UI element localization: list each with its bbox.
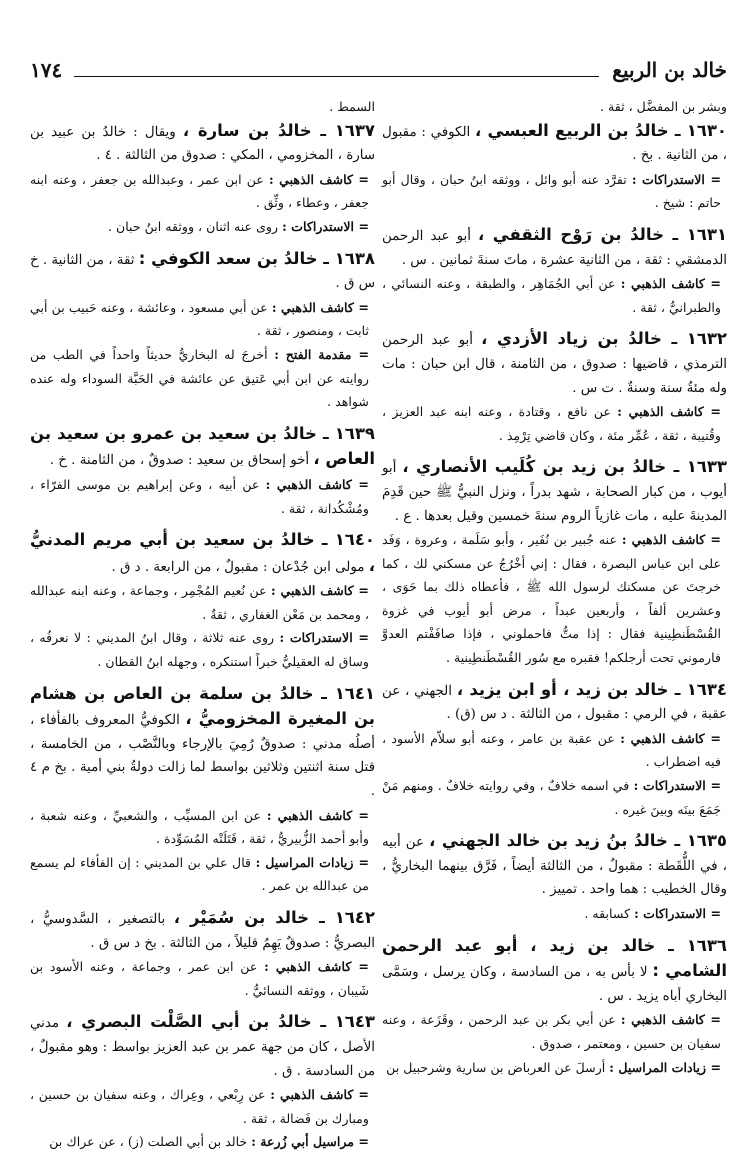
entry-body: لا بأس به ، من السادسة ، وكان يرسل ، وسَمَّى البخاري أباه يزيد . س . <box>382 965 727 1004</box>
entry-body: ثقة ، من الثانية . خ س ق . <box>30 252 375 292</box>
source-note <box>30 215 375 239</box>
source-label: = كاشف الذهبي : <box>265 476 369 492</box>
source-text: عن أبيه ، وعن إبراهيم بن موسى الفرّاء ، ومُشْكُدانة ، ثقة . <box>30 476 369 516</box>
source-note <box>30 343 375 414</box>
left-column <box>30 95 375 1162</box>
source-text: عن رِبْعي ، وعِراك ، وعنه سفيان بن حسين ، ومبارك بن فَضالة ، ثقة . <box>30 1087 369 1126</box>
entry-1639 <box>30 422 375 520</box>
entry-text <box>30 528 375 579</box>
source-note <box>382 727 727 774</box>
source-note <box>30 851 375 898</box>
source-note <box>30 296 375 343</box>
source-text: عن أبي مسعود ، وعائشة ، وعنه حَبيب بن أبي ثابت ، ومنصور ، ثقة . <box>30 299 369 339</box>
entry-body: ويقال : خالدُ بن عبيد بن سارة ، المخزومي ، المكي : صدوق من الثالثة . ٤ . <box>30 124 375 164</box>
entry-text <box>30 682 375 804</box>
source-text: في اسمه خلافٌ ، وفي روايته خلافٌ . ومنهم مَنْ جَمَعَ بينَه وبينَ غيره . <box>382 778 721 817</box>
source-text: عن نافع ، وقتادة ، وعنه ابنه عبد العزيز ، وقُتيبة ، ثقة ، عُمِّر مئة ، وكان قاضي تِرْمِذ . <box>382 404 721 443</box>
entry-heading: ١٦٤٠ ـ خالدُ بن سعيد بن أبي مريم المدنيُّ ، <box>30 530 375 575</box>
entry-text <box>382 119 727 168</box>
source-note <box>30 804 375 851</box>
entry-1634 <box>382 678 727 822</box>
entry-text <box>382 455 727 528</box>
entry-1635 <box>382 829 727 925</box>
entry-text <box>30 119 375 168</box>
entry-text <box>382 829 727 902</box>
continuation-text: السمط . <box>329 99 375 114</box>
entry-text <box>382 934 727 1009</box>
source-label: = مراسيل أبي زُرعة : <box>251 1134 369 1150</box>
source-label: = الاستدراكات : <box>279 630 369 646</box>
running-title: خالد بن الربيع <box>612 58 727 82</box>
entry-text <box>30 422 375 473</box>
source-label: = كاشف الذهبي : <box>621 532 721 548</box>
source-text: روى عنه ثلاثة ، وقال ابنُ المديني : لا نعرفُه ، وساق له العقيليُّ خبراً استنكره ، وجهله ابنُ القطان . <box>30 630 369 670</box>
source-label: = كاشف الذهبي : <box>264 959 369 975</box>
source-label: = كاشف الذهبي : <box>620 1012 721 1028</box>
source-label: = مقدمة الفتح : <box>274 346 369 362</box>
entry-heading: ١٦٣٩ ـ خالدُ بن سعيد بن عمرو بن سعيد بن العاص ، <box>30 423 375 469</box>
source-text: أخرجَ له البخاريُّ حديثاً واحداً في الطب من روايته عن ابن أبي عَتيق عن عائشة في الحَبَّة السوداء وله عنده شواهد . <box>30 346 369 410</box>
source-note <box>30 579 375 626</box>
source-label: = كاشف الذهبي : <box>271 299 369 315</box>
source-note <box>30 1130 375 1154</box>
source-text: عن نُعيم المُجْمِر ، وجماعة ، وعنه ابنه عبدالله ، ومحمد بن مَعْن الغفاري ، ثقةٌ . <box>30 583 369 622</box>
source-label: = الاستدراكات : <box>634 906 721 921</box>
source-note <box>30 626 375 673</box>
entry-heading: ١٦٣٦ ـ خالد بن زيد ، أبو عبد الرحمن الشامي : <box>382 935 727 981</box>
entry-heading: ١٦٤٣ ـ خالدُ بن أبي الصَّلْت البصري ، <box>66 1012 375 1032</box>
entry-heading: ١٦٤١ ـ خالدُ بن سلمة بن العاص بن هشام بن المغيرة المخزوميُّ ، <box>30 683 375 729</box>
page-number: ١٧٤ <box>30 58 63 82</box>
source-label: = كاشف الذهبي : <box>271 583 369 599</box>
entry-body: أبو عبد الرحمن الترمذي ، قاضيها : صدوق ، من الثامنة ، قال ابن حبان : مات وله مئةُ سنة وسنةٌ . ت س . <box>382 333 727 396</box>
entry-1630 <box>382 119 727 215</box>
entry-heading: ١٦٣١ ـ خالدُ بن رَوْح الثقفي ، <box>478 224 727 244</box>
entry-heading: ١٦٣٤ ـ خالد بن زيد ، أو ابن يزيد ، <box>456 679 727 699</box>
entry-1631 <box>382 223 727 319</box>
entry-body: مدني الأصل ، كان من جهة عمر بن عبد العزيز بواسط : وهو مقبولٌ ، من السادسة . ق . <box>30 1016 375 1079</box>
source-text: عن ابن عمر ، وجماعة ، وعنه الأسود بن شَيبان ، ووثقه النسائيُّ . <box>30 959 369 998</box>
source-note <box>30 1083 375 1130</box>
entry-heading: ١٦٣٢ ـ خالدُ بن زياد الأزدي ، <box>481 329 727 349</box>
entry-text <box>382 327 727 400</box>
entry-heading: ١٦٣٠ ـ خالدُ بن الربيع العبسي ، <box>474 120 727 140</box>
entry-body: أخو إسحاق بن سعيد : صدوقٌ ، من الثامنة . خ . <box>49 453 310 469</box>
source-text: عن ابن المسيِّب ، والشعبيِّ ، وعنه شعبة ، وأبو أحمد الزُّبيريُّ ، ثقة ، قَتَلَتْه المُسَوِّدة . <box>30 807 369 847</box>
entry-text <box>30 1010 375 1083</box>
source-note <box>382 272 727 319</box>
source-text: قال علي بن المديني : إن الفأفاء لم يسمع من عبدالله بن عمر . <box>30 854 369 894</box>
source-note <box>382 1056 727 1080</box>
entry-body: عن أبيه ، في اللُّقَطة : مقبولٌ ، من الثالثة أيضاً ، فَرَّق بينهما البخاريُّ ، وقال الخطيب : هما واحد . تمييز . <box>382 835 727 898</box>
source-label: = زيادات المراسيل : <box>609 1059 721 1075</box>
source-text: عن أبي بكر بن عبد الرحمن ، وقَزَعة ، وعنه سفيان بن حسين ، ومعتمر ، صدوق . <box>382 1012 721 1051</box>
source-note <box>30 955 375 1002</box>
source-text: خالد بن أبي الصلت (ز) ، عن عراك بن <box>49 1134 248 1150</box>
right-column <box>382 95 727 1087</box>
entry-body: الجهني ، عن عقبة ، في الرمي : مقبول ، من الثالثة . د س (ق) . <box>382 683 727 723</box>
source-note <box>382 400 727 447</box>
source-label: = كاشف الذهبي : <box>617 404 721 420</box>
header-rule <box>74 76 599 77</box>
source-label: = كاشف الذهبي : <box>270 1087 369 1103</box>
source-text: أرسلَ عن العرباض بن سارية وشرحبيل بن <box>386 1059 606 1075</box>
entry-heading: ١٦٤٢ ـ خالد بن سُمَيْر ، <box>173 908 375 927</box>
source-text: عن عقبة بن عامر ، وعنه أبو سلاّم الأسود ، فيه اضطراب . <box>382 730 721 770</box>
entry-1643 <box>30 1010 375 1154</box>
entry-1636 <box>382 934 727 1080</box>
entry-1637 <box>30 119 375 239</box>
source-note <box>382 774 727 821</box>
entry-heading: ١٦٣٨ ـ خالدُ بن سعد الكوفي : <box>138 248 375 268</box>
entry-1633 <box>382 455 727 669</box>
source-text: عنه جُبير بن نُفَير ، وأبو سَلَمة ، وعروة ، وَفَد على ابن عباس البصرة ، فقال : إني أخْرُجُ عن مسكني لك ، كما خرجتَ عن مسكنك لرسول الله ﷺ ، فأعطاه ذلك بما حَوَى ، وعشرين ألفاً ، وأربعين عبداً ، مرض أبو أيوب في غزوة القُسْطَنطِينية فقال : إذا متُّ فاحملوني ، فإذا صافَفْتم العدوَّ فارموني تحت أرجلكم! فقبره مع سُور القُسْطَنطِينية . <box>382 532 721 666</box>
entry-body: مولى ابن جُدْعان : مقبولٌ ، من الرابعة . د ق . <box>111 559 365 575</box>
entry-1641 <box>30 682 375 898</box>
source-text: روى عنه اثنان ، ووثقه ابنُ حبان . <box>107 218 279 234</box>
entry-1632 <box>382 327 727 447</box>
entry-1642 <box>30 906 375 1002</box>
source-text: عن ابن عمر ، وعبدالله بن جعفر ، وعنه ابنه جعفر ، وعطاء ، وثِّق . <box>30 171 369 211</box>
source-label: = كاشف الذهبي : <box>266 807 369 823</box>
entry-body: بالتصغير ، السَّدوسيُّ ، البصريُّ : صدوقٌ يَهِمُ قليلاً ، من الثالثة . بخ د س ق . <box>30 912 375 951</box>
source-note <box>382 528 727 670</box>
entry-1638 <box>30 247 375 414</box>
source-label: = كاشف الذهبي : <box>620 730 721 746</box>
source-label: = الاستدراكات : <box>631 171 721 187</box>
source-note <box>30 473 375 520</box>
entry-text <box>382 678 727 727</box>
entry-1640 <box>30 528 375 674</box>
source-label: = زيادات المراسيل : <box>255 854 369 870</box>
source-note <box>382 902 727 926</box>
entry-body: أبو عبد الرحمن الدمشقي : ثقة ، من الثانية عشرة ، ماتَ سنةَ ثمانين . س . <box>382 228 727 268</box>
running-header <box>30 58 727 88</box>
source-note <box>382 168 727 215</box>
entry-heading: ١٦٣٧ ـ خالدُ بن سارة ، <box>182 120 376 140</box>
entry-heading: ١٦٣٣ ـ خالدُ بن زيد بن كُلَيب الأنصاري ، <box>402 457 727 477</box>
source-note <box>30 168 375 215</box>
source-label: = كاشف الذهبي : <box>620 276 721 292</box>
entry-text <box>30 247 375 296</box>
source-text: عن أبي الجُمَاهِر ، والطبقة ، وعنه النسائي ، والطبرانيُّ ، ثقة . <box>382 276 721 315</box>
source-text: تفرَّد عنه أبو وائل ، ووثقه ابنُ حبان ، وقال أبو حاتم : شيخ . <box>382 171 721 211</box>
entry-text <box>30 906 375 955</box>
entry-heading: ١٦٣٥ ـ خالدُ بنُ زيد بن خالد الجهني ، <box>429 831 727 851</box>
entry-body: الكوفي : مقبول ، من الثانية . بخ . <box>382 124 727 164</box>
entry-text <box>382 223 727 272</box>
source-text: كسابقه . <box>584 906 631 921</box>
source-label: = الاستدراكات : <box>633 778 721 794</box>
source-label: = الاستدراكات : <box>282 218 369 234</box>
source-note <box>382 1008 727 1055</box>
continuation-text: وبشر بن المفضَّل ، ثقة . <box>599 99 727 114</box>
entry-body: أبو أيوب ، من كبار الصحابة ، شهد بدراً ، ونزل النبيُّ ﷺ حين قَدِمَ المدينةَ عليه ، مات غازياً الروم سنةَ خمسين وقيل بعدها . ع . <box>382 461 727 524</box>
source-label: = كاشف الذهبي : <box>268 171 369 187</box>
entry-body: الكوفيُّ المعروف بالفأفاء ، أصلُه مدني : صدوقٌ رُمِيَ بالإرجاء وبالنَّصْب ، من الخامسة ، قتل سنة اثنتين وثلاثين بواسط لما زالت دولةُ بني أمية . بخ م ٤ . <box>30 713 375 800</box>
